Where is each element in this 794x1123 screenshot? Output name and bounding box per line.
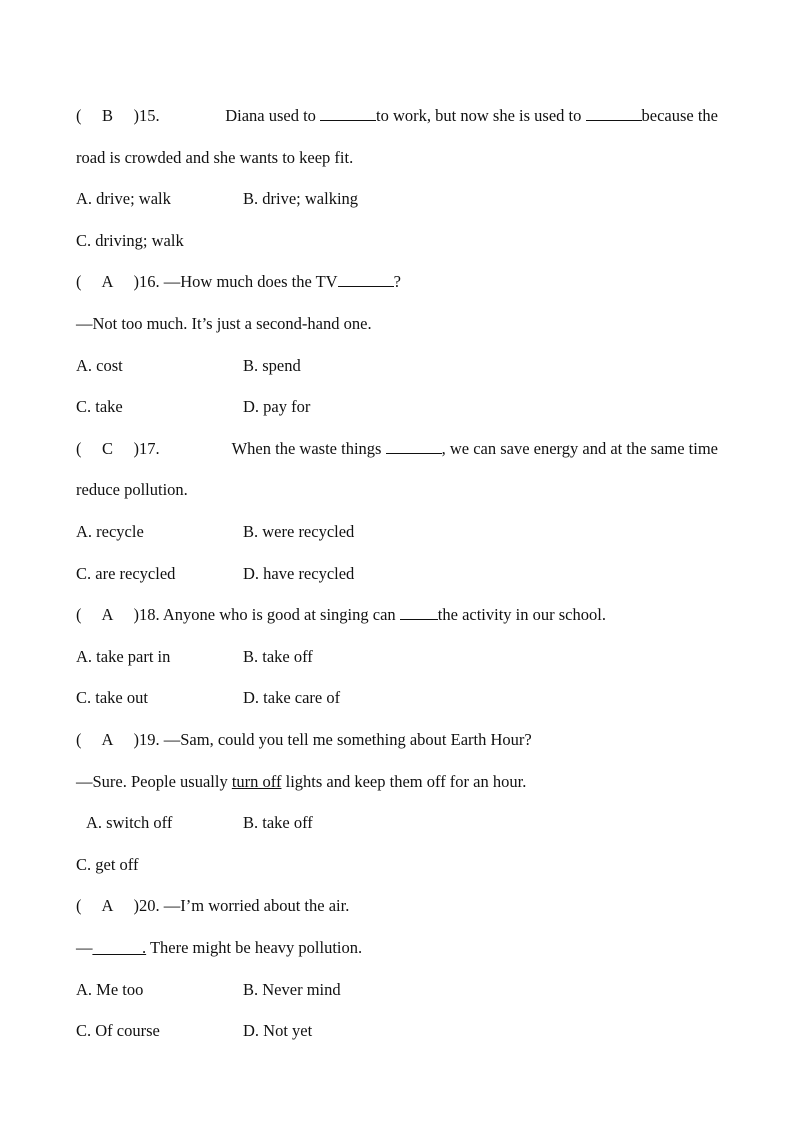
question-20-reply: —______. There might be heavy pollution. <box>76 938 363 957</box>
question-18-stem: ( A )18. Anyone who is good at singing can the activity in our school. <box>76 605 606 624</box>
question-15-stem-line2: road is crowded and she wants to keep fit. <box>76 148 354 167</box>
question-19-option-c: C. get off <box>76 855 139 874</box>
answer-blank <box>320 106 376 121</box>
question-17-option-d: D. have recycled <box>243 564 355 583</box>
question-17-answer: C <box>101 439 113 458</box>
question-16-option-c: C. take <box>76 397 123 416</box>
question-19-answer: A <box>101 730 114 749</box>
question-15-stem: ( B )15. Diana used to to work, but now she is used to because the <box>76 106 718 125</box>
question-16-answer: A <box>101 272 114 291</box>
answer-blank <box>586 106 642 121</box>
question-16-option-b: B. spend <box>243 356 301 375</box>
question-16-stem: ( A )16. —How much does the TV ? <box>76 272 401 291</box>
question-17-option-a: A. recycle <box>76 522 144 541</box>
question-15-option-a: A. drive; walk <box>76 189 171 208</box>
question-18-option-d: D. take care of <box>243 688 341 707</box>
answer-blank <box>400 605 438 620</box>
question-17-stem: ( C )17. When the waste things , we can save energy and at the same time <box>76 439 718 458</box>
question-19-reply: —Sure. People usually turn off lights and keep them off for an hour. <box>76 772 527 791</box>
question-18-answer: A <box>101 605 114 624</box>
question-15-option-c: C. driving; walk <box>76 231 184 250</box>
question-16-reply: —Not too much. It’s just a second-hand one. <box>76 314 372 333</box>
question-19-stem: ( A )19. —Sam, could you tell me something about Earth Hour? <box>76 730 532 749</box>
question-19-option-b: B. take off <box>243 813 313 832</box>
question-16-option-d: D. pay for <box>243 397 311 416</box>
question-17-option-c: C. are recycled <box>76 564 176 583</box>
question-15-option-b: B. drive; walking <box>243 189 359 208</box>
answer-blank <box>338 272 394 287</box>
question-17-option-b: B. were recycled <box>243 522 355 541</box>
question-15-answer: B <box>101 106 113 125</box>
question-18-option-b: B. take off <box>243 647 313 666</box>
question-20-option-d: D. Not yet <box>243 1021 313 1040</box>
question-20-answer: A <box>101 896 114 915</box>
question-18-option-c: C. take out <box>76 688 148 707</box>
question-16-option-a: A. cost <box>76 356 123 375</box>
answer-blank: ______. <box>92 938 147 957</box>
question-17-stem-line2: reduce pollution. <box>76 480 188 499</box>
question-19-option-a: A. switch off <box>86 813 173 832</box>
underlined-phrase: turn off <box>231 772 282 791</box>
question-18-option-a: A. take part in <box>76 647 171 666</box>
question-20-option-a: A. Me too <box>76 980 144 999</box>
question-20-option-b: B. Never mind <box>243 980 341 999</box>
question-20-stem: ( A )20. —I’m worried about the air. <box>76 896 350 915</box>
answer-blank <box>386 439 442 454</box>
question-15-number: ( B )15. <box>76 106 160 125</box>
question-20-option-c: C. Of course <box>76 1021 160 1040</box>
